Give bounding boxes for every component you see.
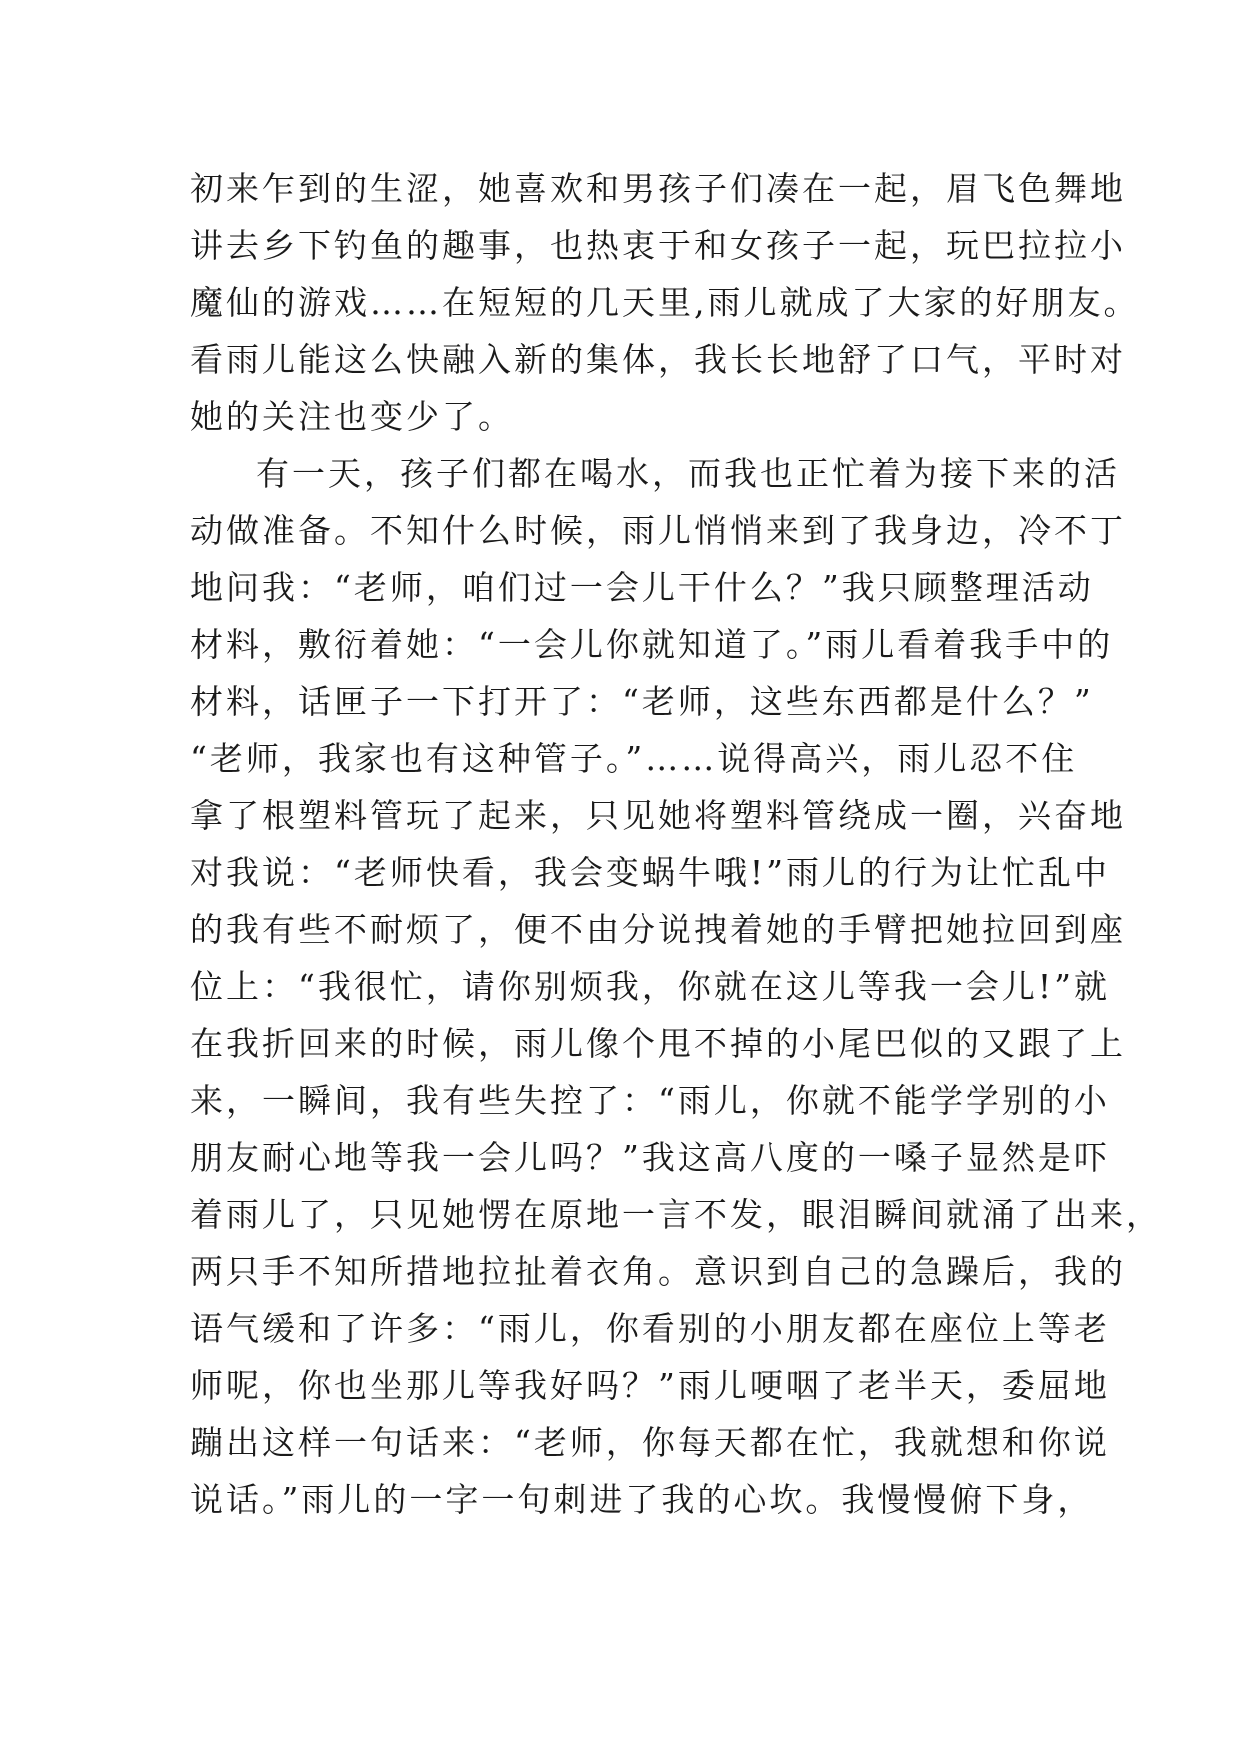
text-line: 蹦出这样一句话来：“老师，你每天都在忙，我就想和你说 [190, 1423, 1110, 1462]
text-line: 的我有些不耐烦了，便不由分说拽着她的手臂把她拉回到座 [190, 910, 1126, 949]
text-line: 着雨儿了，只见她愣在原地一言不发，眼泪瞬间就涌了出来， [190, 1195, 1162, 1234]
text-line: “老师，我家也有这种管子。”……说得高兴，雨儿忍不住 [190, 739, 1078, 778]
text-line: 说话。”雨儿的一字一句刺进了我的心坎。我慢慢俯下身， [190, 1480, 1094, 1519]
text-line: 她的关注也变少了。 [190, 397, 514, 436]
text-line: 语气缓和了许多：“雨儿，你看别的小朋友都在座位上等老 [190, 1309, 1110, 1348]
text-line: 初来乍到的生涩，她喜欢和男孩子们凑在一起，眉飞色舞地 [190, 169, 1126, 208]
text-line: 材料，话匣子一下打开了：“老师，这些东西都是什么？” [190, 682, 1094, 721]
text-line: 在我折回来的时候，雨儿像个甩不掉的小尾巴似的又跟了上 [190, 1024, 1126, 1063]
text-line: 动做准备。不知什么时候，雨儿悄悄来到了我身边，冷不丁 [190, 511, 1126, 550]
text-line: 两只手不知所措地拉扯着衣角。意识到自己的急躁后，我的 [190, 1252, 1126, 1291]
text-line: 讲去乡下钓鱼的趣事，也热衷于和女孩子一起，玩巴拉拉小 [190, 226, 1126, 265]
text-line: 魔仙的游戏……在短短的几天里,雨儿就成了大家的好朋友。 [190, 283, 1140, 322]
text-line: 对我说：“老师快看，我会变蜗牛哦!”雨儿的行为让忙乱中 [190, 853, 1111, 892]
text-line: 位上：“我很忙，请你别烦我，你就在这儿等我一会儿!”就 [190, 967, 1111, 1006]
text-line: 朋友耐心地等我一会儿吗？”我这高八度的一嗓子显然是吓 [190, 1138, 1110, 1177]
text-line: 材料，敷衍着她：“一会儿你就知道了。”雨儿看着我手中的 [190, 625, 1114, 664]
body-text [190, 160, 1162, 1528]
text-line: 师呢，你也坐那儿等我好吗？”雨儿哽咽了老半天，委屈地 [190, 1366, 1110, 1405]
text-line: 拿了根塑料管玩了起来，只见她将塑料管绕成一圈，兴奋地 [190, 796, 1126, 835]
text-line: 看雨儿能这么快融入新的集体，我长长地舒了口气，平时对 [190, 340, 1126, 379]
paragraph-start-line: 有一天，孩子们都在喝水，而我也正忙着为接下来的活 [256, 454, 1120, 493]
text-line: 来，一瞬间，我有些失控了：“雨儿，你就不能学学别的小 [190, 1081, 1110, 1120]
text-line: 地问我：“老师，咱们过一会儿干什么？”我只顾整理活动 [190, 568, 1094, 607]
